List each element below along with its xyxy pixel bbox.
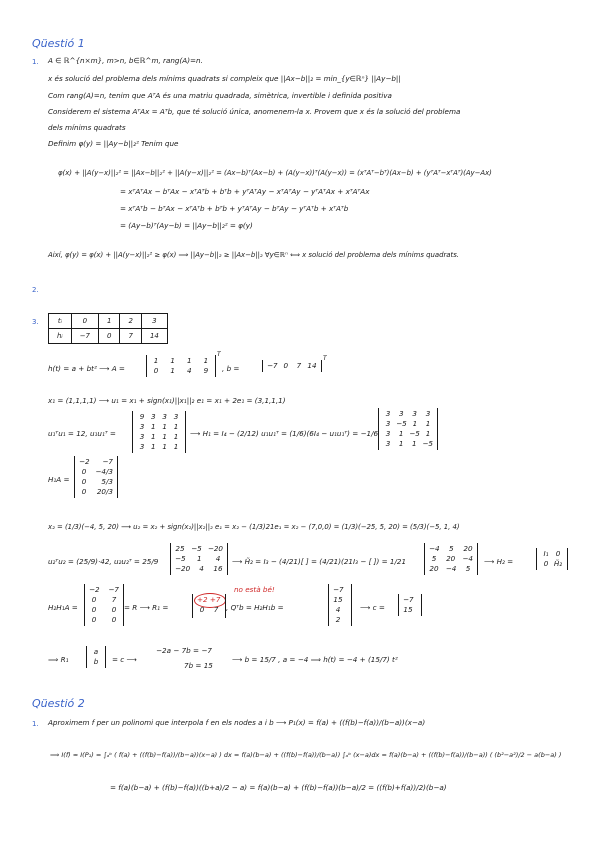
equation-line: φ(x) + ||A(y−x)||₂² = ||Ax−b||₂² + ||A(y−x)||₂² = (Ax−b)ᵀ(Ax−b) + (A(y−x))ᵀ(A(y−x)) = (xᵀAᵀ−bᵀ)(Ax−b) + (yᵀAᵀ−xᵀAᵀ)(Ay−Ax) xyxy=(58,169,492,177)
solution-line: ⟶ b = 15/7 , a = −4 ⟹ h(t) = −4 + (15/7) t² xyxy=(232,655,398,664)
item-number: 1. xyxy=(32,720,39,728)
correction-note: no està bé! xyxy=(234,585,275,594)
final-eq: = c ⟶ xyxy=(112,655,137,664)
equation-line: = xᵀAᵀb − bᵀAx − xᵀAᵀb + bᵀb + yᵀAᵀAy − bᵀAy − yᵀAᵀb + xᵀAᵀb xyxy=(120,204,349,213)
system-eq: 7b = 15 xyxy=(184,661,213,670)
model-line: h(t) = a + bt² ⟶ A = xyxy=(48,364,125,373)
conclusion-line: Així, φ(y) = φ(x) + ||A(y−x)||₂² ≥ φ(x) ⟹ ||Ay−b||₂ ≥ ||Ax−b||₂ ∀y∈ℝⁿ ⟺ x solució del problema dels mínims quadrats. xyxy=(48,251,459,259)
table-cell: 1 xyxy=(99,314,120,329)
matrix-A: 1 1 1 1 0 1 4 9 xyxy=(146,355,216,377)
equation-line: = (Ay−b)ᵀ(Ay−b) = ||Ay−b||₂² = φ(y) xyxy=(120,221,253,230)
transpose-mark: T xyxy=(323,355,327,362)
data-table xyxy=(48,313,168,344)
matrix-H2: I₁ 0 0 H̃₂ xyxy=(536,548,568,570)
R-text: = R ⟶ R₁ = xyxy=(124,603,169,612)
correction-values: +2 +7 xyxy=(197,595,221,604)
H2-text: ⟶ H₂ = xyxy=(484,557,514,566)
table-cell: 0 xyxy=(99,329,120,344)
vector-c: −7 15 xyxy=(398,594,422,616)
answer-line: Aproximem f per un polinomi que interpola f en els nodes a i b ⟶ P₁(x) = f(a) + ((f(b)−f(a))/(b−a))(x−a) xyxy=(48,718,426,727)
statement-line: Com rang(A)=n, tenim que AᵀA és una matriu quadrada, simètrica, invertible i definida positiva xyxy=(48,91,392,100)
matrix-H1: 3 3 3 3 3 −5 1 1 3 1 −5 1 3 1 1 −5 xyxy=(378,408,438,450)
c-text: ⟶ c = xyxy=(360,603,385,612)
H2H1A-text: H₂H₁A = xyxy=(48,603,78,612)
table-cell: −7 xyxy=(71,329,98,344)
table-row xyxy=(49,329,168,344)
item-number: 3. xyxy=(32,318,39,326)
item-number: 1. xyxy=(32,58,39,66)
table-cell: 3 xyxy=(141,314,167,329)
matrix-u2u2T: 25 −5 −20 −5 1 4 −20 4 16 xyxy=(170,543,228,575)
statement-line: Definim φ(y) = ||Ay−b||₂² Tenim que xyxy=(48,139,179,148)
QTb-text: , Qᵀb = H₂H₁b = xyxy=(226,603,284,612)
answer-line: ⟹ I(f) ≈ I(P₁) = ∫ₐᵇ ( f(a) + ((f(b)−f(a))/(b−a))(x−a) ) dx = f(a)(b−a) + ((f(b)−f(a))/(b−a)) ∫ₐᵇ (x−a)dx = f(a)(b−a) + ((f(b)−f(a))/(b−a)) ( (b²−a²)/2 − a(b−a) ) xyxy=(50,751,562,759)
item-number: 2. xyxy=(32,286,39,294)
answer-line: = f(a)(b−a) + (f(b)−f(a))((b+a)/2 − a) = f(a)(b−a) + (f(b)−f(a))(b−a)/2 = ((f(b)+f(a))/2)(b−a) xyxy=(110,783,447,792)
final-lhs: ⟹ R₁ xyxy=(48,655,69,664)
matrix-u1u1T: 9 3 3 3 3 1 1 1 3 1 1 1 3 1 1 1 xyxy=(132,411,186,453)
system-eq: −2a − 7b = −7 xyxy=(156,646,212,655)
statement-line: dels mínims quadrats xyxy=(48,123,126,132)
statement-line: Considerem el sistema AᵀAx = Aᵀb, que té solució única, anomenem-la x. Provem que x és la solució del problema xyxy=(48,107,461,116)
table-cell: 7 xyxy=(120,329,141,344)
statement-line: A ∈ ℝ^{n×m}, m>n, b∈ℝ^m, rang(A)=n. xyxy=(48,56,203,65)
b-label: , b = xyxy=(222,364,240,373)
table-row xyxy=(49,314,168,329)
table-cell: hᵢ xyxy=(49,329,72,344)
matrix-H2tilde: −4 5 20 5 20 −4 20 −4 5 xyxy=(424,543,478,575)
vector-b: −7 0 7 14 xyxy=(262,360,322,372)
matrix-H1A: −2 −7 0 −4/3 0 5/3 0 20/3 xyxy=(74,456,118,498)
table-cell: 0 xyxy=(71,314,98,329)
table-cell: tᵢ xyxy=(49,314,72,329)
transpose-mark: T xyxy=(217,351,221,358)
matrix-R1: 0 7 xyxy=(192,594,226,618)
table-cell: 14 xyxy=(141,329,167,344)
H1-text: ⟶ H₁ = I₄ − (2/12) u₁u₁ᵀ = (1/6)(6I₄ − u₁u₁ᵀ) = −1/6 xyxy=(190,429,379,438)
matrix-H2H1A: −2 −7 0 7 0 0 0 0 xyxy=(84,584,124,626)
equation-line: = xᵀAᵀAx − bᵀAx − xᵀAᵀb + bᵀb + yᵀAᵀAy − xᵀAᵀAy − yᵀAᵀAx + xᵀAᵀAx xyxy=(120,187,370,196)
u1-text: u₁ᵀu₁ = 12, u₁u₁ᵀ = xyxy=(48,429,116,438)
question-2-heading: Qüestió 2 xyxy=(32,697,85,710)
householder-step: x₂ = (1/3)(−4, 5, 20) ⟶ u₂ = x₂ + sign(x₂)||x₂||₂ e₁ = x₂ − (1/3)21e₁ = x₂ − (7,0,0) = (1/3)(−25, 5, 20) = (5/3)(−5, 1, 4) xyxy=(48,523,460,531)
vector-QTb: −7 15 4 2 xyxy=(328,584,352,626)
H2tilde-text: ⟶ H̃₂ = I₃ − (4/21)[ ] = (4/21)(21I₃ − [ ]) = 1/21 xyxy=(232,557,407,566)
table-cell: 2 xyxy=(120,314,141,329)
u2-text: u₂ᵀu₂ = (25/9)·42, u₂u₂ᵀ = 25/9 xyxy=(48,557,159,566)
householder-step: x₁ = (1,1,1,1) ⟶ u₁ = x₁ + sign(x₁)||x₁||₂ e₁ = x₁ + 2e₁ = (3,1,1,1) xyxy=(48,396,286,405)
vector-ab: a b xyxy=(86,646,106,668)
statement-line: x és solució del problema dels mínims quadrats si compleix que ||Ax−b||₂ = min_{y∈ℝⁿ} ||Ay−b|| xyxy=(48,74,401,83)
question-1-heading: Qüestió 1 xyxy=(32,37,85,50)
H1A-text: H₁A = xyxy=(48,475,70,484)
